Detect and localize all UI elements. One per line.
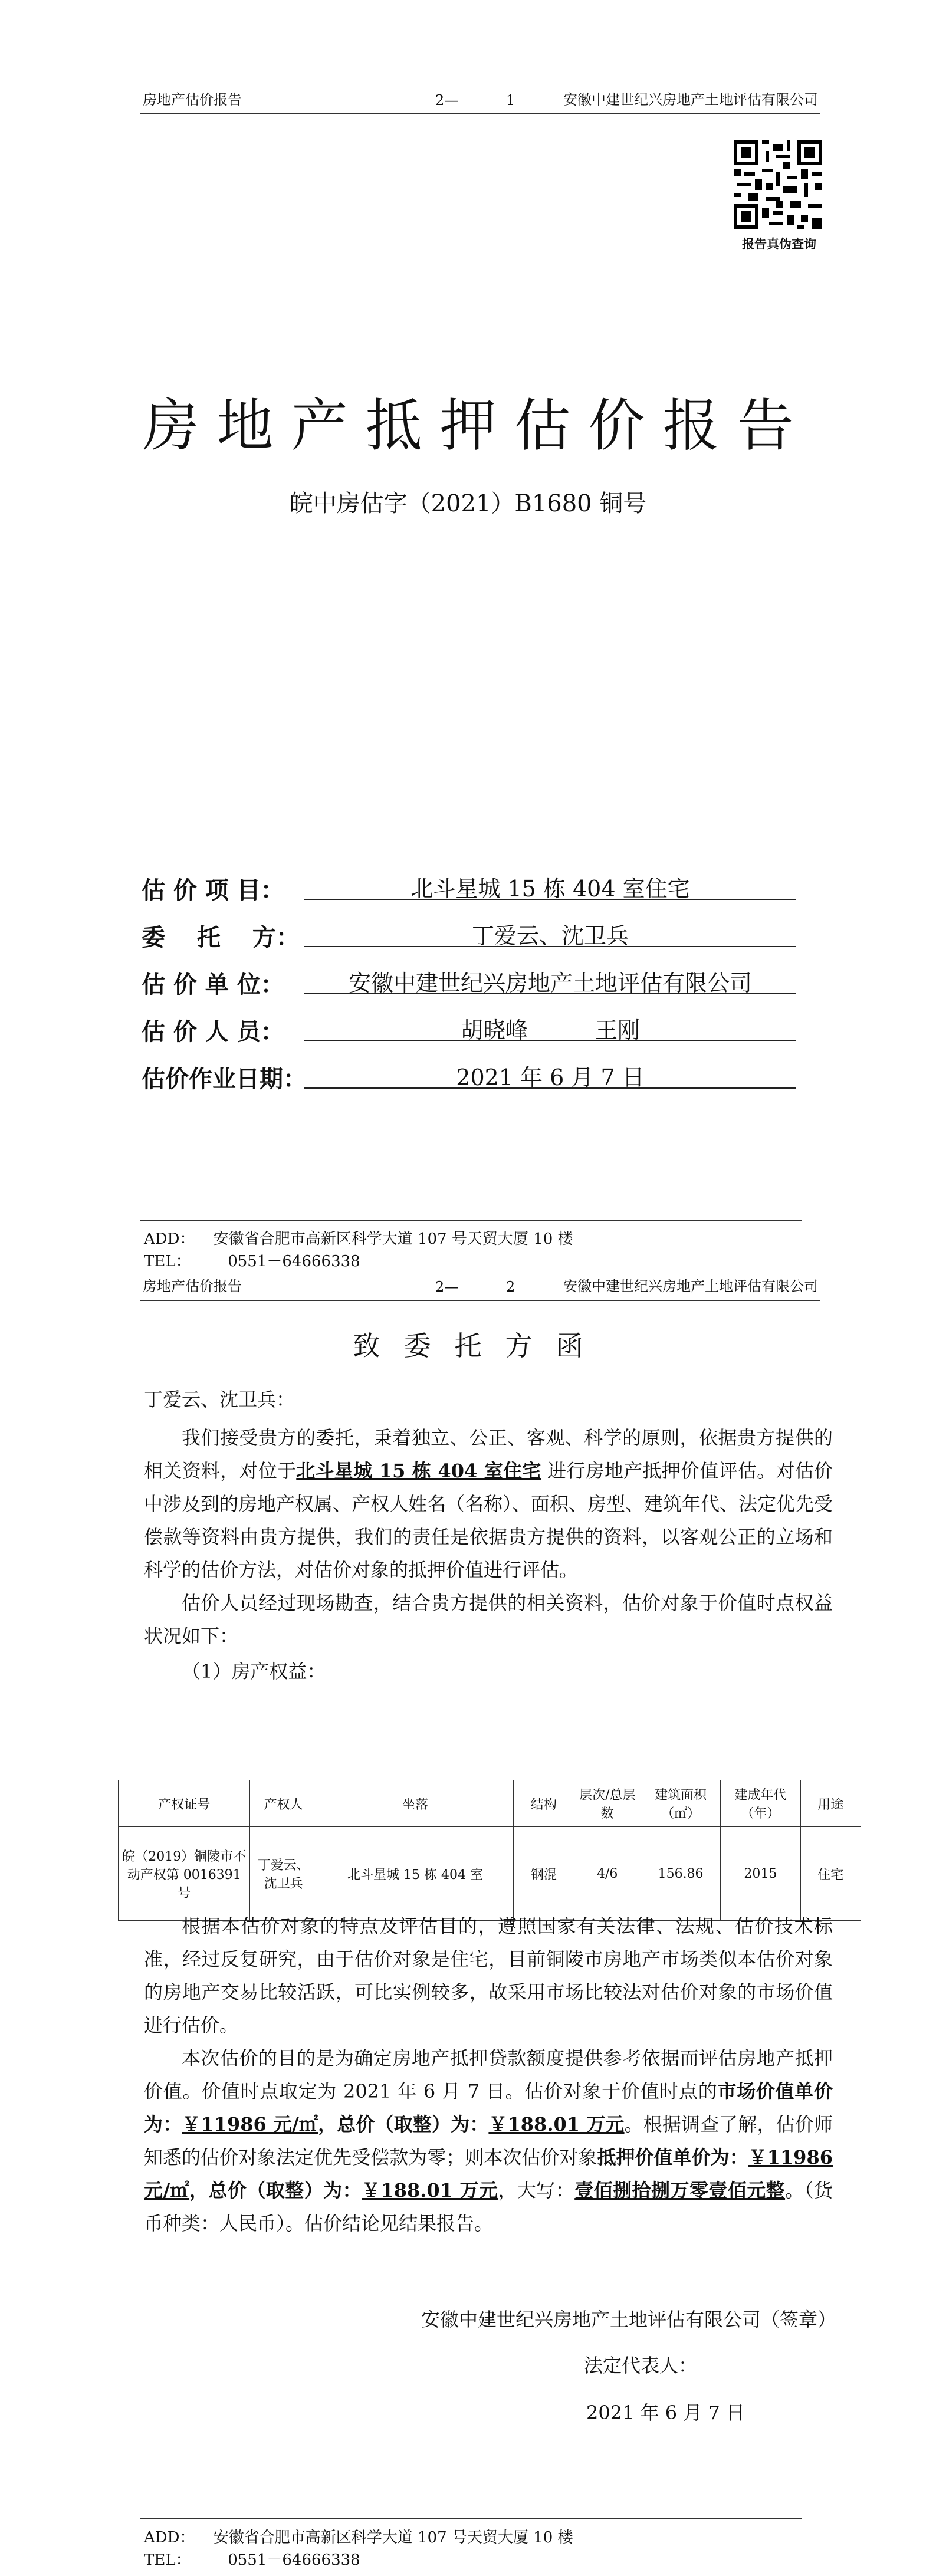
header-page-number: 2 [506,1279,515,1295]
text-span: ，大写： [498,2179,575,2202]
signature-company: 安徽中建世纪兴房地产土地评估有限公司（签章） [421,2308,837,2331]
table-header-cell: 建成年代（年） [721,1780,800,1827]
header-company: 安徽中建世纪兴房地产土地评估有限公司 [563,1278,818,1294]
market-total-price: ￥188.01 万元 [488,2113,625,2135]
info-value: 丁爱云、沈卫兵 [304,918,796,947]
paragraph-commission [144,1421,833,1586]
text-span: 进行房地产抵押价值评估。对估价中涉及到的房地产权属、产权人姓名（名称）、面积、房型、建筑年代、法定优先受偿款等资料由贵方提供，我们的责任是依据贵方提供的资料，以客观公正的立场和科学的估价方法，对估价对象的抵押价值进行评估。 [144,1460,833,1581]
page-footer [144,1228,573,1273]
page-header [140,88,820,114]
footer-tel: 0551－64666338 [228,1253,360,1270]
info-value: 北斗星城 15 栋 404 室住宅 [304,870,796,900]
table-header-cell: 结构 [514,1780,574,1827]
letter-body-top [144,1421,833,1688]
info-label: 估 价 项 目： [142,876,284,904]
footer-tel: 0551－64666338 [228,2551,360,2569]
subheading-property-rights: （1）房产权益： [182,1660,326,1683]
paragraph-survey: 估价人员经过现场勘查，结合贵方提供的相关资料，估价对象于价值时点权益状况如下： [144,1592,833,1647]
letter-title: 致委托方函 [353,1330,607,1362]
info-label: 估 价 单 位： [142,971,284,998]
info-value: 胡晓峰 王刚 [304,1012,796,1041]
table-cell: 皖（2019）铜陵市不动产权第 0016391 号 [119,1827,250,1921]
footer-tel-label: TEL： [144,1253,191,1270]
info-value: 安徽中建世纪兴房地产土地评估有限公司 [304,965,796,994]
report-number: 皖中房估字（2021）B1680 铜号 [289,490,647,517]
table-header-cell: 建筑面积（㎡） [641,1780,720,1827]
mortgage-total-price: ￥188.01 万元 [362,2179,498,2202]
table-cell: 4/6 [574,1827,641,1921]
table-cell: 北斗星城 15 栋 404 室 [317,1827,513,1921]
footer-add-label: ADD： [144,2529,195,2547]
letter-addressee: 丁爱云、沈卫兵： [144,1388,295,1411]
page-header [140,1275,820,1301]
market-unit-price: ￥11986 元/㎡ [182,2113,318,2135]
property-rights-table [118,1780,861,1921]
table-header-row [119,1780,861,1827]
amount-in-words: 壹佰捌拾捌万零壹佰元整 [574,2179,786,2202]
header-company: 安徽中建世纪兴房地产土地评估有限公司 [563,91,818,108]
mortgage-unit-price: ￥11986 元/㎡ [144,2146,833,2202]
text-span: 。（货币种类：人民币）。估价结论见结果报告。 [144,2179,833,2235]
text-span: 本次估价的目的是为确定房地产抵押贷款额度提供参考依据而评估房地产抵押价值。价值时点取定为 2021 年 6 月 7 日。估价对象于价值时点的 [144,2047,833,2102]
header-left: 房地产估价报告 [143,1278,242,1294]
mortgage-total-label: ，总价（取整）为： [189,2179,362,2202]
header-page-number: 1 [506,92,515,109]
signature-date: 2021 年 6 月 7 日 [586,2401,745,2424]
text-span: 。根据调查了解，估价师知悉的估价对象法定优先受偿款为零；则本次估价对象 [144,2113,833,2168]
table-header-cell: 产权证号 [119,1780,250,1827]
footer-address: 安徽省合肥市高新区科学大道 107 号天贸大厦 10 楼 [213,1230,573,1248]
qr-caption: 报告真伪查询 [742,236,816,251]
header-left: 房地产估价报告 [143,91,242,108]
footer-tel-label: TEL： [144,2551,191,2569]
table-header-cell: 层次/总层数 [574,1780,641,1827]
letter-body-bottom [144,1910,833,2240]
footer-divider [140,1220,802,1221]
text-span: 我们接受贵方的委托，秉着独立、公正、客观、科学的原则，依据贵方提供的相关资料，对位于 [144,1427,833,1482]
info-label: 估 价 人 员： [142,1018,284,1046]
table-header-cell: 产权人 [250,1780,317,1827]
mortgage-unit-price-label: 抵押价值单价为： [597,2146,748,2168]
table-cell: 丁爱云、沈卫兵 [250,1827,317,1921]
paragraph-conclusion [144,2042,833,2240]
table-header-cell: 坐落 [317,1780,513,1827]
property-address: 北斗星城 15 栋 404 室住宅 [296,1460,541,1482]
table-cell: 钢混 [514,1827,574,1921]
info-label: 估价作业日期： [142,1065,307,1093]
paragraph-method: 根据本估价对象的特点及评估目的，遵照国家有关法律、法规、估价技术标准，经过反复研究，由于估价对象是住宅，目前铜陵市房地产市场类似本估价对象的房地产交易比较活跃，可比实例较多，故采用市场比较法对估价对象的市场价值进行估价。 [144,1915,833,2036]
report-title: 房地产抵押估价报告 [142,393,812,459]
footer-add-label: ADD： [144,1230,195,1248]
table-cell: 住宅 [800,1827,861,1921]
table-row [119,1827,861,1921]
qr-code-icon[interactable] [734,140,822,229]
cover-page [0,0,936,1275]
table-cell: 2015 [721,1827,800,1921]
signature-legal-rep: 法定代表人： [584,2354,698,2377]
market-total-label: ，总价（取整）为： [318,2113,489,2135]
page-footer [144,2526,573,2571]
info-label: 委 托 方： [142,924,300,951]
header-page-prefix: 2— [435,92,459,109]
info-value: 2021 年 6 月 7 日 [304,1059,796,1089]
header-page-prefix: 2— [435,1279,459,1295]
footer-divider [140,2518,802,2519]
footer-address: 安徽省合肥市高新区科学大道 107 号天贸大厦 10 楼 [213,2529,573,2547]
table-header-cell: 用途 [800,1780,861,1827]
market-unit-price-label: 市场价值单价为： [144,2080,833,2135]
table-cell: 156.86 [641,1827,720,1921]
